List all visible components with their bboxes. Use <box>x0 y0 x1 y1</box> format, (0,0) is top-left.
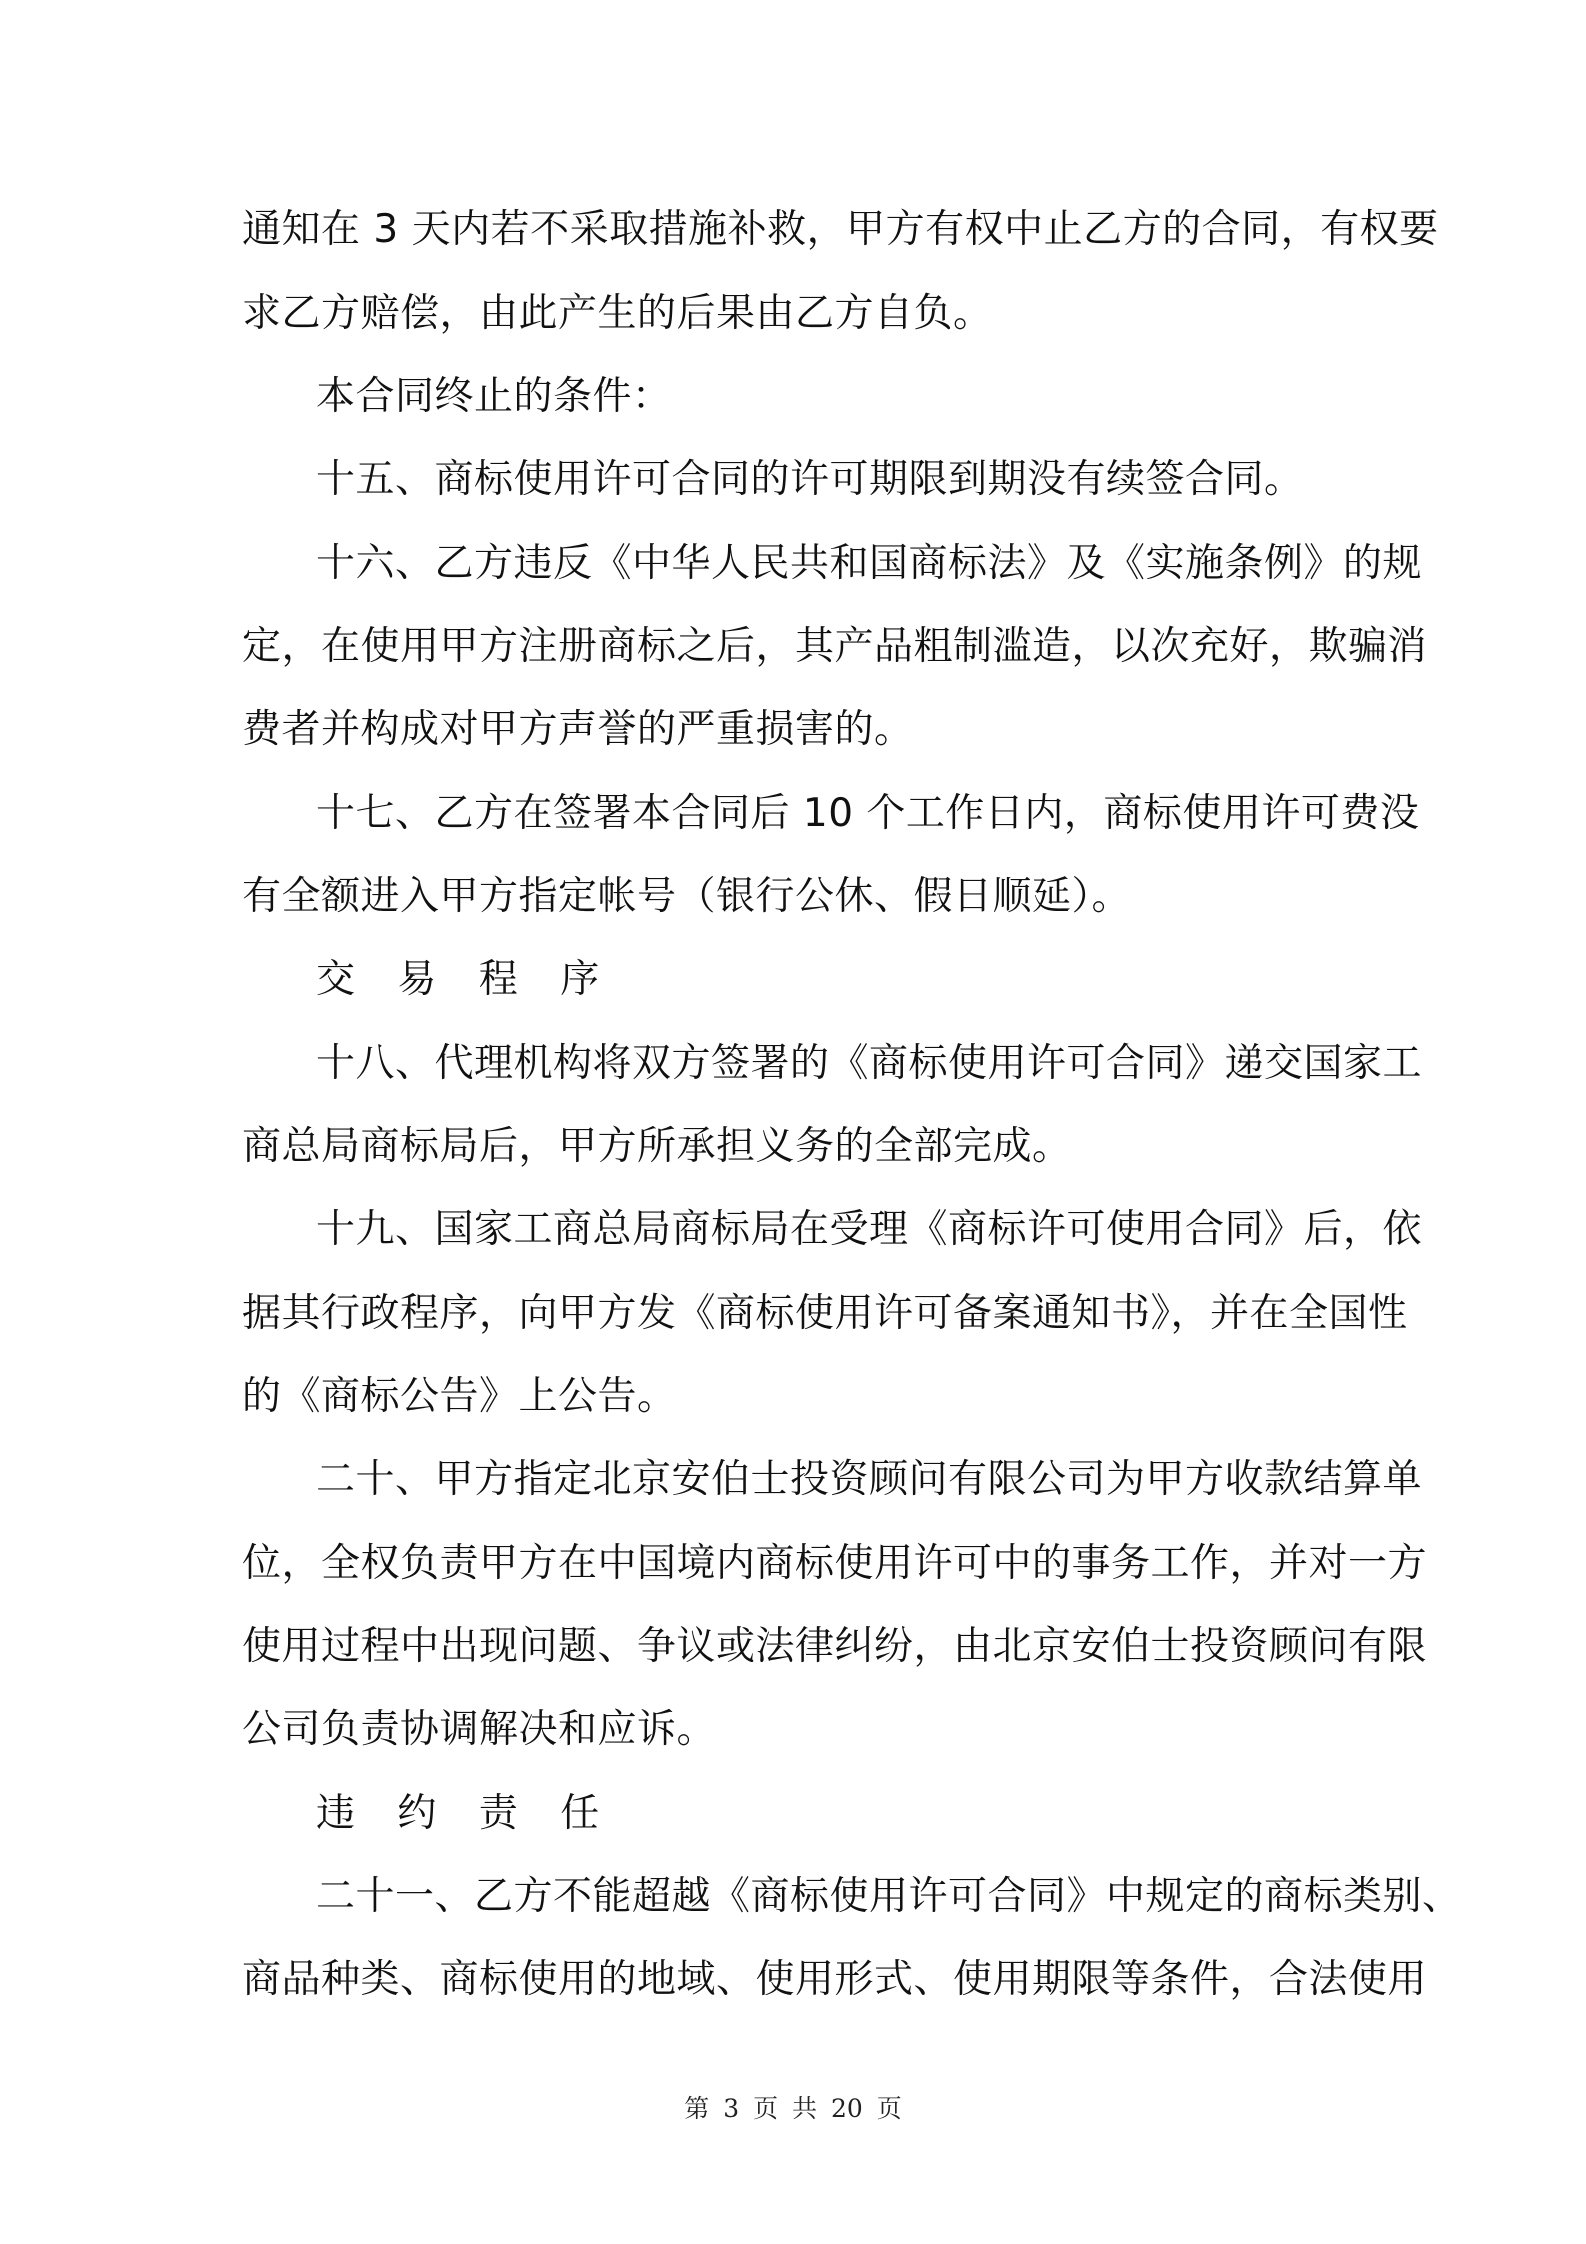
body-line: 有全额进入甲方指定帐号（银行公休、假日顺延）。 <box>242 874 1132 919</box>
page-number-footer: 第 3 页 共 20 页 <box>684 2094 902 2123</box>
clause-21-line: 二十一、乙方不能超越《商标使用许可合同》中规定的商标类别、 <box>316 1874 1462 1919</box>
body-line: 据其行政程序，向甲方发《商标使用许可备案通知书》，并在全国性 <box>242 1291 1408 1336</box>
clause-17-line: 十七、乙方在签署本合同后 10 个工作日内，商标使用许可费没 <box>316 791 1420 836</box>
clause-18-line: 十八、代理机构将双方签署的《商标使用许可合同》递交国家工 <box>316 1041 1423 1086</box>
body-line: 的《商标公告》上公告。 <box>242 1374 677 1419</box>
section-heading-transaction: 交 易 程 序 <box>316 957 615 1002</box>
section-intro-line: 本合同终止的条件： <box>316 374 672 419</box>
body-line: 商品种类、商标使用的地域、使用形式、使用期限等条件，合法使用 <box>242 1957 1428 2002</box>
section-heading-liability: 违 约 责 任 <box>316 1791 615 1836</box>
clause-20-line: 二十、甲方指定北京安伯士投资顾问有限公司为甲方收款结算单 <box>316 1457 1423 1502</box>
clause-19-line: 十九、国家工商总局商标局在受理《商标许可使用合同》后，依 <box>316 1207 1423 1252</box>
clause-16-line: 十六、乙方违反《中华人民共和国商标法》及《实施条例》的规 <box>316 541 1423 586</box>
clause-15-line: 十五、商标使用许可合同的许可期限到期没有续签合同。 <box>316 457 1304 502</box>
body-line: 求乙方赔偿，由此产生的后果由乙方自负。 <box>242 291 993 336</box>
body-line: 通知在 3 天内若不采取措施补救，甲方有权中止乙方的合同，有权要 <box>242 207 1439 252</box>
body-line: 定，在使用甲方注册商标之后，其产品粗制滥造，以次充好，欺骗消 <box>242 624 1428 669</box>
body-line: 使用过程中出现问题、争议或法律纠纷，由北京安伯士投资顾问有限 <box>242 1624 1428 1669</box>
body-line: 商总局商标局后，甲方所承担义务的全部完成。 <box>242 1124 1072 1169</box>
body-line: 公司负责协调解决和应诉。 <box>242 1707 717 1752</box>
body-line: 位，全权负责甲方在中国境内商标使用许可中的事务工作，并对一方 <box>242 1541 1428 1586</box>
body-line: 费者并构成对甲方声誉的严重损害的。 <box>242 707 914 752</box>
